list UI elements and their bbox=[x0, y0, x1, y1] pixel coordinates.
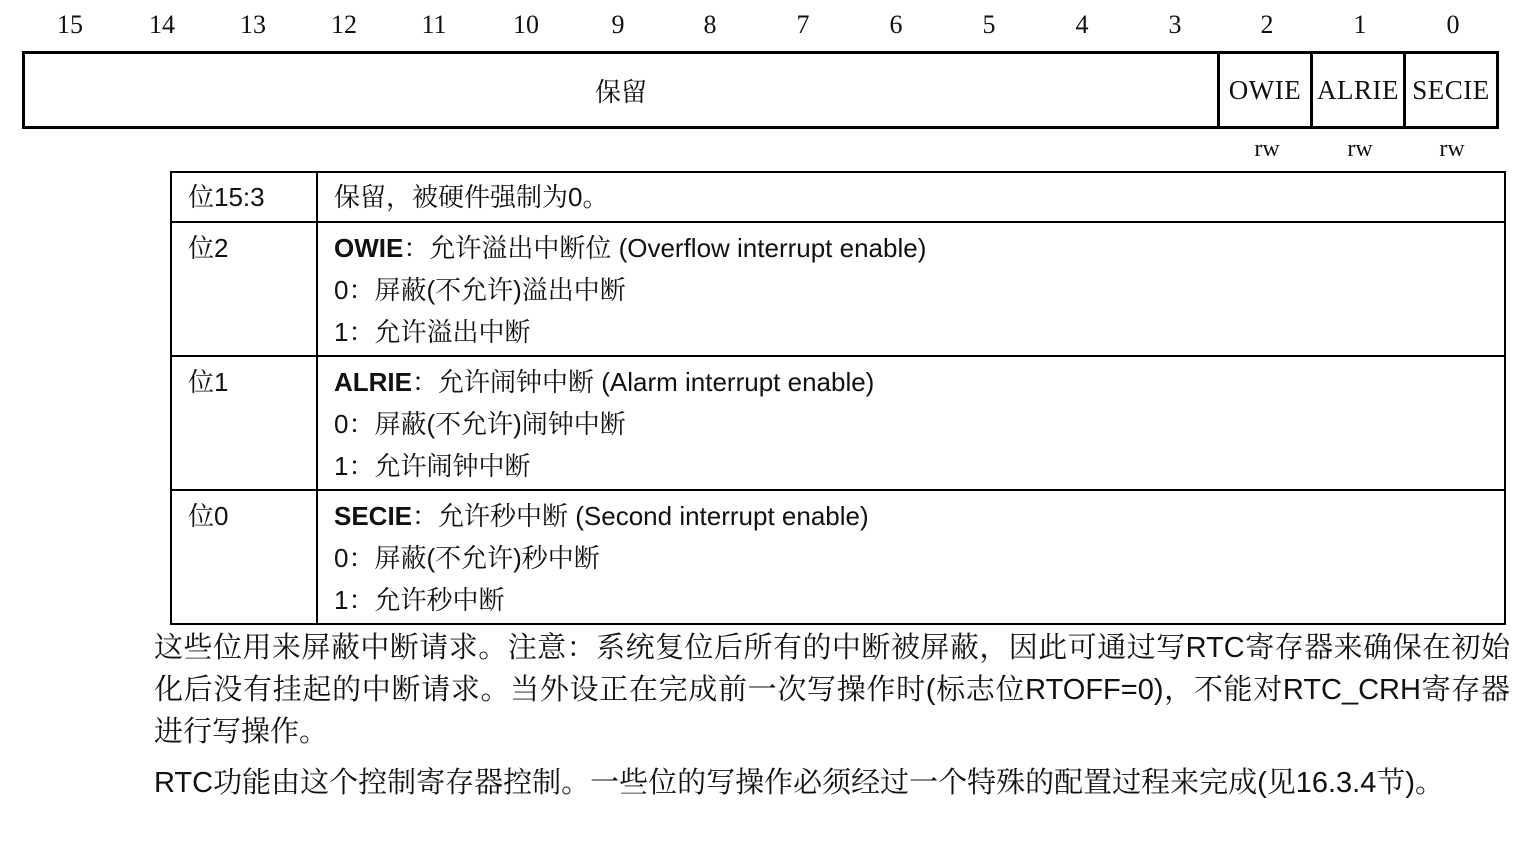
bit-number: 6 bbox=[889, 10, 903, 39]
bit-number: 0 bbox=[1446, 10, 1460, 39]
description-line: 1：允许闹钟中断 bbox=[334, 451, 531, 481]
bit-number: 12 bbox=[331, 10, 357, 39]
description-line bbox=[334, 173, 1504, 221]
description-line bbox=[334, 361, 1504, 403]
alrie-access: rw bbox=[1347, 136, 1373, 162]
bit-range: 位2 bbox=[188, 233, 229, 263]
bit-number: 2 bbox=[1260, 10, 1274, 39]
bit-range: 位1 bbox=[188, 367, 229, 397]
secie-access: rw bbox=[1439, 136, 1465, 162]
field-name: ALRIE bbox=[334, 367, 412, 397]
table-row bbox=[171, 172, 1505, 222]
register-layout-box bbox=[22, 51, 1499, 129]
description-line: 0：屏蔽(不允许)闹钟中断 bbox=[334, 409, 626, 439]
owie-field: OWIE bbox=[1220, 54, 1313, 126]
description-line: 1：允许溢出中断 bbox=[334, 317, 531, 347]
table-row bbox=[171, 222, 1505, 356]
alrie-field: ALRIE bbox=[1313, 54, 1406, 126]
bit-number: 5 bbox=[982, 10, 996, 39]
bit-number: 3 bbox=[1168, 10, 1182, 39]
description-text: 保留，被硬件强制为0。 bbox=[334, 182, 609, 212]
description-line: 1：允许秒中断 bbox=[334, 585, 505, 615]
secie-field: SECIE bbox=[1412, 74, 1490, 105]
bit-number: 13 bbox=[240, 10, 266, 39]
bit-number-row bbox=[24, 8, 1499, 44]
bit-number: 9 bbox=[611, 10, 625, 39]
table-row bbox=[171, 490, 1505, 624]
bit-number: 15 bbox=[57, 10, 83, 39]
bit-range: 位15:3 bbox=[188, 182, 265, 212]
bit-range: 位0 bbox=[188, 501, 229, 531]
bit-number: 10 bbox=[513, 10, 539, 39]
control-paragraph: RTC功能由这个控制寄存器控制。一些位的写操作必须经过一个特殊的配置过程来完成(见16.3.4节)。 bbox=[154, 767, 1445, 799]
bit-number: 8 bbox=[703, 10, 717, 39]
description-text: ：允许秒中断 (Second interrupt enable) bbox=[412, 501, 869, 531]
bit-number: 14 bbox=[149, 10, 175, 39]
bit-number: 1 bbox=[1353, 10, 1367, 39]
description-text: ：允许溢出中断位 (Overflow interrupt enable) bbox=[403, 233, 927, 263]
table-row bbox=[171, 356, 1505, 490]
field-name: OWIE bbox=[334, 233, 404, 263]
reserved-field: 保留 bbox=[25, 54, 1220, 126]
description-line: 0：屏蔽(不允许)溢出中断 bbox=[334, 275, 626, 305]
description-text: ：允许闹钟中断 (Alarm interrupt enable) bbox=[412, 367, 875, 397]
bit-number: 4 bbox=[1075, 10, 1089, 39]
bit-number: 11 bbox=[421, 10, 447, 39]
note-paragraph: 这些位用来屏蔽中断请求。注意：系统复位后所有的中断被屏蔽，因此可通过写RTC寄存器来确保在初始化后没有挂起的中断请求。当外设正在完成前一次写操作时(标志位RTOFF=0)，不能对RTC_CRH寄存器进行写操作。 bbox=[154, 632, 1510, 748]
description-line bbox=[334, 495, 1504, 537]
bit-number: 7 bbox=[796, 10, 810, 39]
description-line: 0：屏蔽(不允许)秒中断 bbox=[334, 543, 600, 573]
bit-description-table bbox=[170, 171, 1506, 625]
owie-access: rw bbox=[1254, 136, 1280, 162]
description-line bbox=[334, 227, 1504, 269]
field-name: SECIE bbox=[334, 501, 413, 531]
